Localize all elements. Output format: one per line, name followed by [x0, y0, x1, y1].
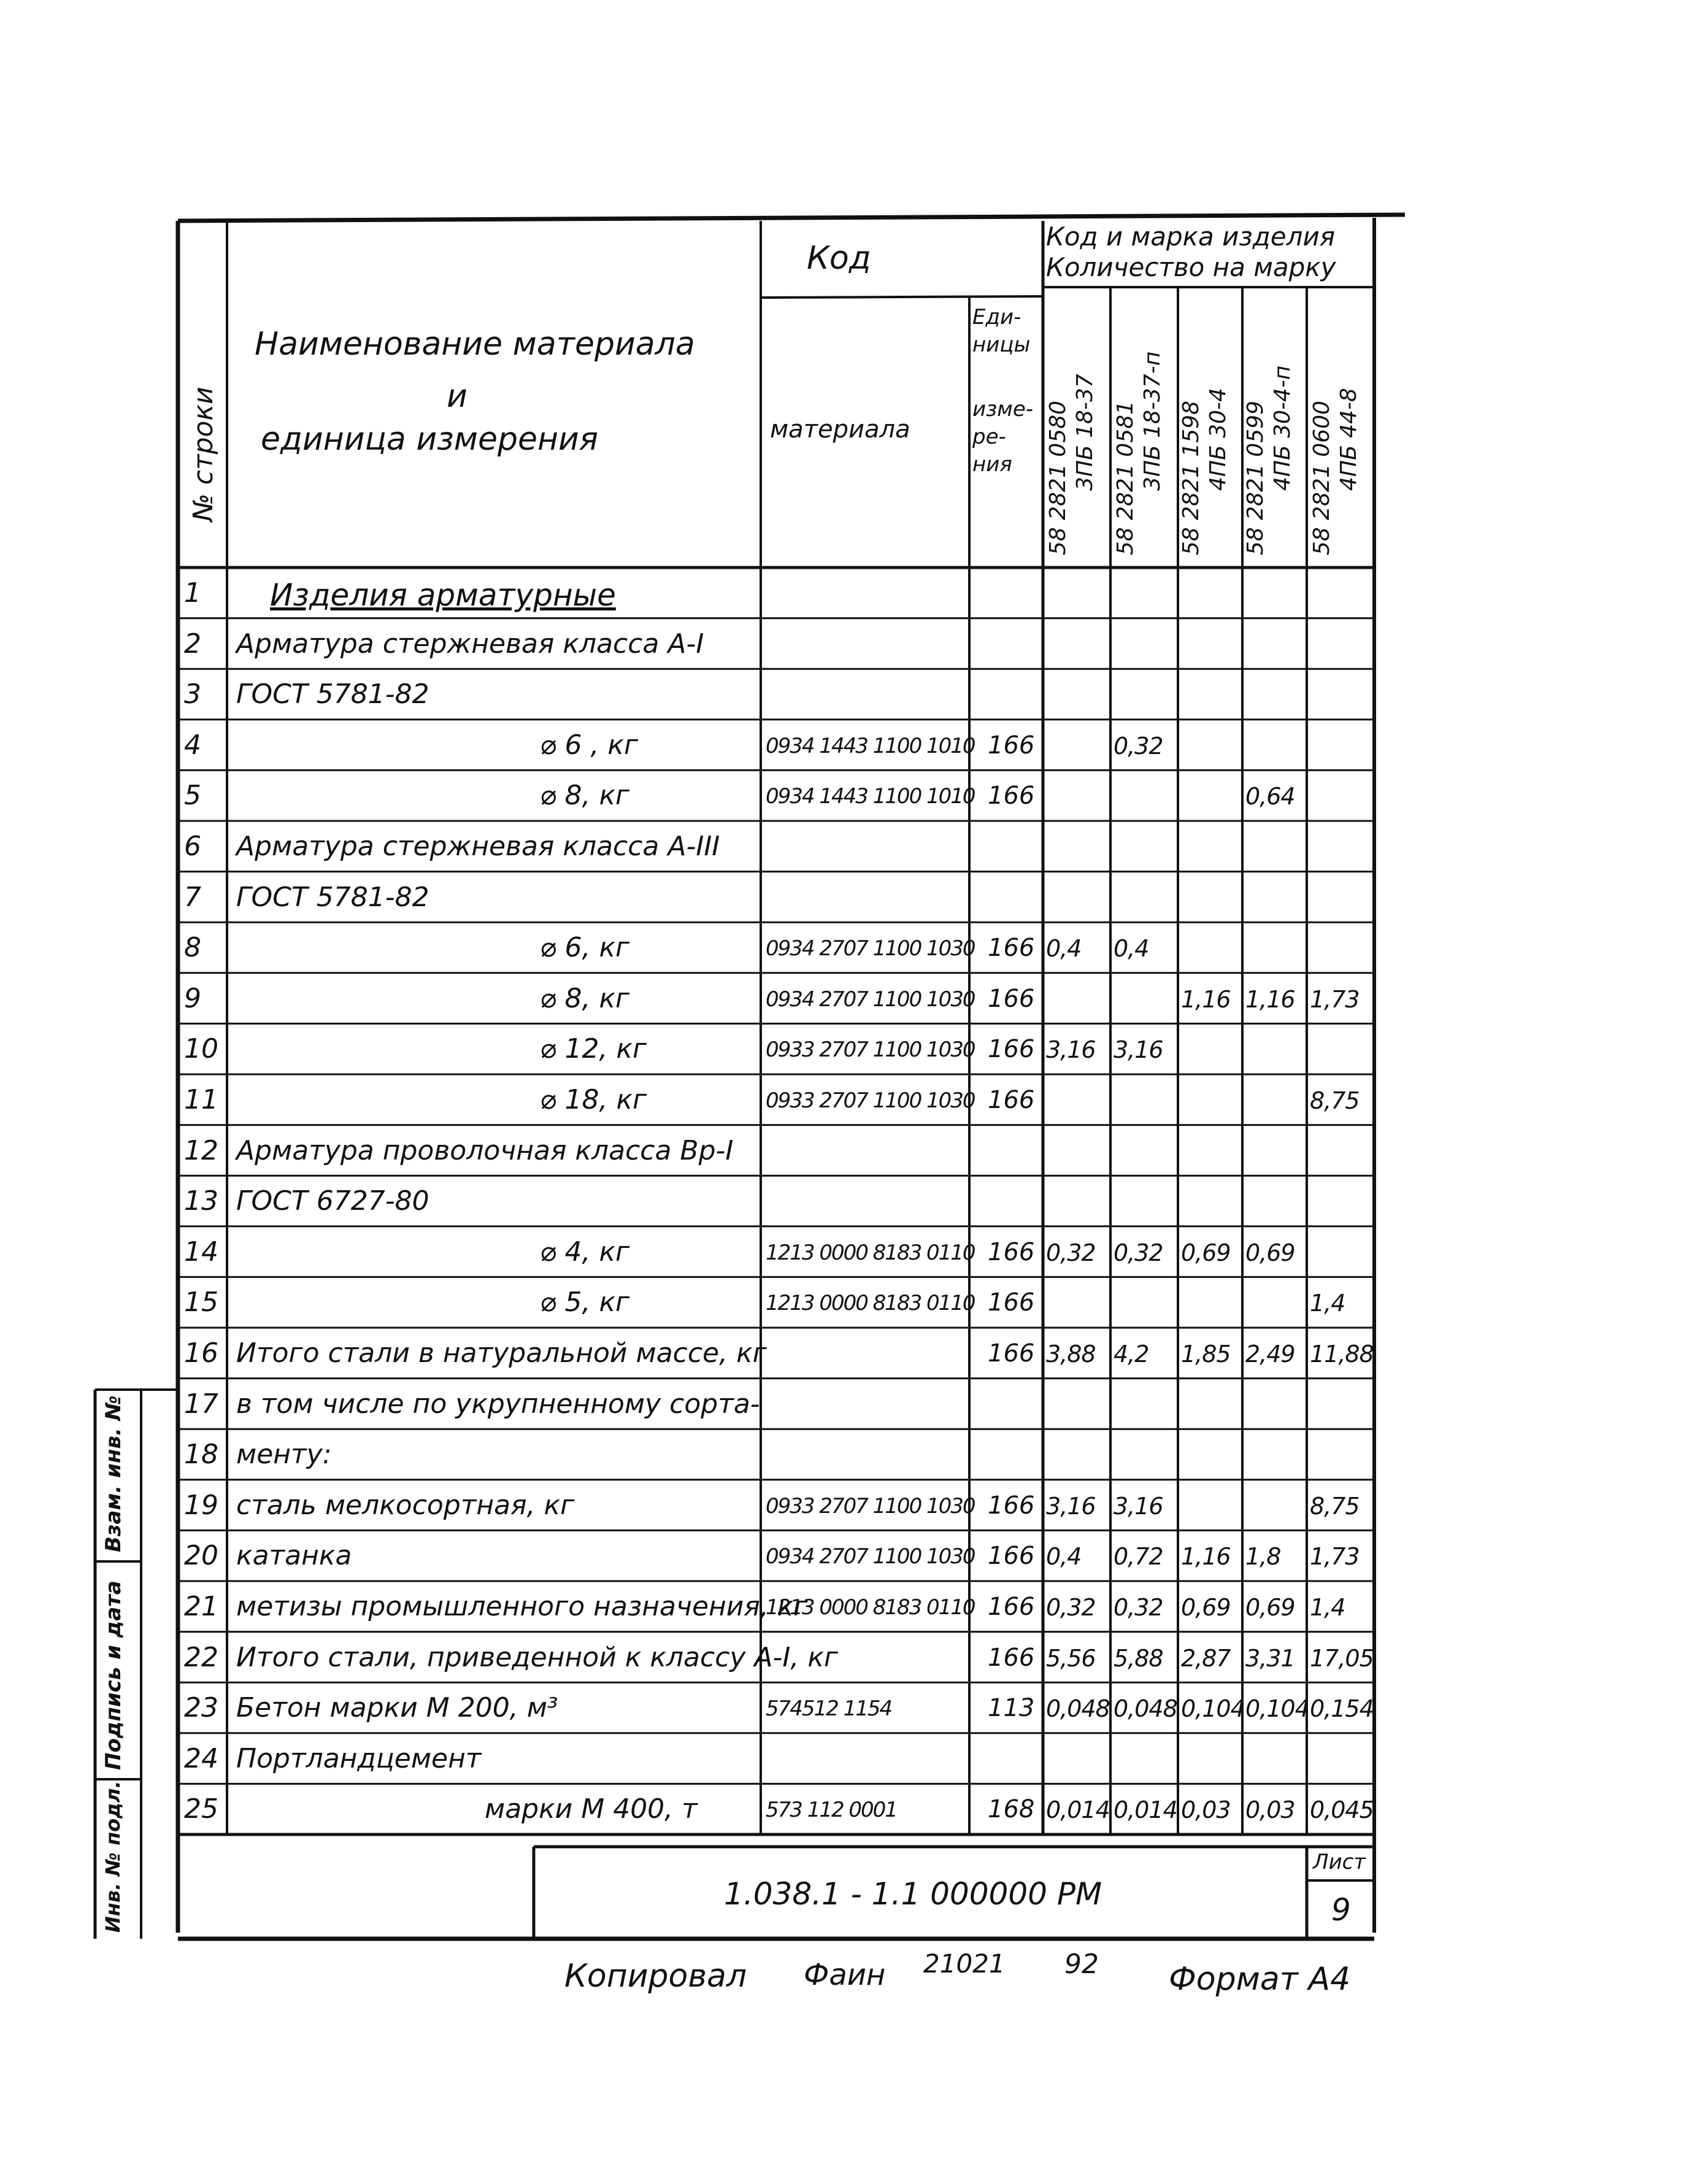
- row-number: 2: [184, 628, 201, 660]
- format-label: Формат А4: [1169, 1961, 1351, 1998]
- material-code: 0934 1443 1100 1010: [766, 733, 975, 758]
- material-name: Арматура проволочная класса Вр-I: [236, 1134, 734, 1166]
- unit-header-2: ницы: [972, 333, 1031, 357]
- table-row: [0, 1632, 1708, 1683]
- table-row: [0, 1530, 1708, 1581]
- product-mark-5: 4ПБ 44-8: [1336, 388, 1361, 491]
- unit-code: 168: [988, 1795, 1035, 1824]
- material-name: Арматура стержневая класса А-III: [236, 831, 720, 862]
- stamp-signature-date: Подпись и дата: [101, 1580, 126, 1770]
- quantity-cell: 0,048: [1046, 1695, 1110, 1723]
- sheet-number: 9: [1331, 1892, 1351, 1928]
- quantity-cell: 0,104: [1245, 1695, 1309, 1723]
- material-name: ⌀ 6 , кг: [540, 729, 639, 761]
- material-name: Изделия арматурные: [270, 577, 616, 613]
- row-number: 9: [184, 982, 201, 1014]
- unit-code: 166: [988, 1593, 1035, 1621]
- quantity-cell: 1,85: [1181, 1341, 1231, 1368]
- table-row: [0, 1733, 1708, 1784]
- row-number: 25: [184, 1793, 218, 1825]
- stamp-replace-inv: Взам. инв. №: [101, 1395, 126, 1552]
- quantity-cell: 1,73: [1310, 985, 1360, 1013]
- table-row: [0, 1480, 1708, 1531]
- table-row: [0, 1226, 1708, 1277]
- quantity-cell: 0,69: [1181, 1239, 1231, 1266]
- material-name: ⌀ 8, кг: [540, 780, 630, 812]
- material-name: Итого стали в натуральной массе, кг: [236, 1338, 767, 1369]
- unit-code: 166: [988, 1542, 1035, 1571]
- quantity-cell: 0,4: [1114, 935, 1149, 963]
- copied-label: Копировал: [564, 1958, 747, 1995]
- row-number: 21: [184, 1591, 218, 1622]
- quantity-cell: 0,64: [1245, 783, 1295, 810]
- table-row: [0, 1429, 1708, 1480]
- quantity-cell: 5,88: [1114, 1644, 1163, 1672]
- product-code-1: 58 2821 0580: [1045, 401, 1071, 555]
- quantity-cell: 0,048: [1114, 1695, 1177, 1723]
- row-number: 20: [184, 1540, 218, 1572]
- row-number: 14: [184, 1236, 218, 1268]
- name-header-line1: Наименование материала: [255, 326, 695, 363]
- material-name: Портландцемент: [236, 1742, 482, 1774]
- quantity-cell: 3,16: [1114, 1492, 1163, 1520]
- quantity-cell: 1,73: [1310, 1543, 1360, 1571]
- unit-code: 166: [988, 1237, 1035, 1266]
- quantity-cell: 1,4: [1310, 1290, 1345, 1317]
- name-header-line3: единица измерения: [261, 421, 599, 458]
- quantity-cell: 1,8: [1245, 1543, 1281, 1571]
- quantity-cell: 0,32: [1046, 1594, 1096, 1621]
- unit-code: 166: [988, 1491, 1035, 1520]
- quantity-cell: 3,16: [1046, 1036, 1096, 1064]
- table-row: [0, 720, 1708, 771]
- quantity-cell: 3,88: [1046, 1341, 1096, 1368]
- material-code: 573 112 0001: [766, 1798, 897, 1823]
- material-name: ⌀ 8, кг: [540, 982, 630, 1014]
- quantity-cell: 1,4: [1310, 1594, 1345, 1621]
- table-row: [0, 1074, 1708, 1125]
- unit-code: 113: [988, 1694, 1035, 1723]
- quantity-cell: 1,16: [1181, 985, 1231, 1013]
- quantity-cell: 3,16: [1114, 1036, 1163, 1064]
- material-name: в том числе по укрупненному сорта-: [236, 1388, 760, 1420]
- table-row: [0, 922, 1708, 973]
- unit-code: 166: [988, 1035, 1035, 1064]
- quantity-cell: 1,16: [1245, 985, 1295, 1013]
- unit-code: 166: [988, 1643, 1035, 1672]
- row-number: 16: [184, 1338, 218, 1369]
- quantity-cell: 0,03: [1245, 1796, 1295, 1824]
- unit-code: 166: [988, 782, 1035, 810]
- material-name: ⌀ 12, кг: [540, 1033, 647, 1065]
- material-code: 0934 1443 1100 1010: [766, 784, 975, 809]
- row-number: 4: [184, 729, 201, 761]
- product-mark-2: 3ПБ 18-37-п: [1140, 351, 1165, 491]
- product-header-1: Код и марка изделия: [1046, 221, 1336, 252]
- material-name: ГОСТ 5781-82: [236, 679, 429, 710]
- material-code: 0933 2707 1100 1030: [766, 1037, 975, 1063]
- unit-code: 166: [988, 934, 1035, 963]
- quantity-cell: 0,045: [1310, 1796, 1374, 1824]
- material-name: сталь мелкосортная, кг: [236, 1489, 575, 1521]
- material-name: менту:: [236, 1439, 332, 1471]
- material-code: 0933 2707 1100 1030: [766, 1493, 975, 1518]
- stamp-orig-inv: Инв. № подл.: [101, 1780, 125, 1933]
- table-row: [0, 1581, 1708, 1632]
- product-mark-1: 3ПБ 18-37: [1072, 374, 1098, 491]
- table-row: [0, 618, 1708, 669]
- table-row: [0, 1023, 1708, 1074]
- material-code: 0933 2707 1100 1030: [766, 1088, 975, 1113]
- quantity-cell: 8,75: [1310, 1087, 1360, 1114]
- table-row: [0, 770, 1708, 821]
- material-name: метизы промышленного назначения, кг: [236, 1591, 808, 1622]
- row-number: 24: [184, 1742, 218, 1774]
- quantity-cell: 0,32: [1114, 1594, 1163, 1621]
- material-code: 1213 0000 8183 0110: [766, 1291, 975, 1316]
- document-code: 1.038.1 - 1.1 000000 РМ: [724, 1876, 1102, 1912]
- material-name: ⌀ 4, кг: [540, 1236, 630, 1268]
- product-code-2: 58 2821 0581: [1113, 401, 1138, 555]
- table-row: [0, 973, 1708, 1024]
- quantity-cell: 0,32: [1114, 732, 1163, 760]
- material-name: Итого стали, приведенной к классу А-I, кг: [236, 1641, 839, 1673]
- quantity-cell: 0,03: [1181, 1796, 1231, 1824]
- material-code: 574512 1154: [766, 1696, 892, 1722]
- quantity-cell: 0,014: [1046, 1796, 1110, 1824]
- quantity-cell: 0,4: [1046, 1543, 1082, 1571]
- row-number: 13: [184, 1185, 218, 1217]
- quantity-cell: 8,75: [1310, 1492, 1360, 1520]
- row-number: 7: [184, 881, 201, 913]
- material-code: 1213 0000 8183 0110: [766, 1595, 975, 1620]
- row-number: 15: [184, 1287, 218, 1318]
- table-row: [0, 821, 1708, 872]
- year: 92: [1064, 1949, 1099, 1980]
- unit-header-4: ре-: [972, 425, 1006, 449]
- row-number: 17: [184, 1388, 218, 1420]
- product-code-3: 58 2821 1598: [1179, 401, 1204, 555]
- material-name: Бетон марки М 200, м³: [236, 1692, 558, 1724]
- quantity-cell: 11,88: [1310, 1341, 1374, 1368]
- unit-header-5: ния: [972, 452, 1012, 477]
- row-number-header: № строки: [188, 387, 219, 522]
- unit-code: 166: [988, 1086, 1035, 1114]
- quantity-cell: 0,154: [1310, 1695, 1374, 1723]
- row-number: 6: [184, 831, 201, 862]
- quantity-cell: 3,31: [1245, 1644, 1295, 1672]
- quantity-cell: 0,014: [1114, 1796, 1177, 1824]
- unit-code: 166: [988, 731, 1035, 760]
- quantity-cell: 0,69: [1245, 1594, 1295, 1621]
- table-row: [0, 669, 1708, 720]
- product-header-2: Количество на марку: [1046, 252, 1336, 282]
- row-number: 5: [184, 780, 201, 812]
- unit-code: 166: [988, 1339, 1035, 1368]
- order-number: 21021: [923, 1949, 1006, 1979]
- table-row: [0, 1784, 1708, 1834]
- row-number: 18: [184, 1439, 218, 1471]
- name-header-line2: и: [447, 378, 467, 415]
- quantity-cell: 0,69: [1181, 1594, 1231, 1621]
- table-row: [0, 1379, 1708, 1430]
- unit-code: 166: [988, 1288, 1035, 1317]
- table-row: [0, 1277, 1708, 1328]
- material-code: 0934 2707 1100 1030: [766, 936, 975, 961]
- unit-header-1: Еди-: [972, 305, 1021, 329]
- material-header: материала: [770, 415, 910, 444]
- table-row: [0, 1682, 1708, 1733]
- material-name: Арматура стержневая класса А-I: [236, 628, 704, 660]
- quantity-cell: 4,2: [1114, 1341, 1149, 1368]
- material-code: 1213 0000 8183 0110: [766, 1240, 975, 1265]
- material-name: катанка: [236, 1540, 352, 1572]
- material-code: 0934 2707 1100 1030: [766, 1544, 975, 1569]
- material-code: 0934 2707 1100 1030: [766, 987, 975, 1012]
- table-row: [0, 568, 1708, 618]
- quantity-cell: 0,72: [1114, 1543, 1163, 1571]
- quantity-cell: 0,69: [1245, 1239, 1295, 1266]
- row-number: 11: [184, 1084, 218, 1115]
- row-number: 3: [184, 679, 201, 710]
- quantity-cell: 0,4: [1046, 935, 1082, 963]
- quantity-cell: 0,32: [1114, 1239, 1163, 1266]
- product-code-5: 58 2821 0600: [1309, 401, 1334, 555]
- row-number: 19: [184, 1489, 218, 1521]
- quantity-cell: 2,87: [1181, 1644, 1231, 1672]
- material-name: ⌀ 18, кг: [540, 1084, 647, 1115]
- quantity-cell: 3,16: [1046, 1492, 1096, 1520]
- row-number: 12: [184, 1134, 218, 1166]
- row-number: 23: [184, 1692, 218, 1724]
- quantity-cell: 1,16: [1181, 1543, 1231, 1571]
- table-row: [0, 1176, 1708, 1226]
- quantity-cell: 0,104: [1181, 1695, 1245, 1723]
- material-name: ГОСТ 5781-82: [236, 881, 429, 913]
- material-name: ⌀ 6, кг: [540, 932, 630, 964]
- row-number: 22: [184, 1641, 218, 1673]
- product-mark-3: 4ПБ 30-4: [1206, 388, 1231, 491]
- copied-name: Фаин: [804, 1958, 886, 1992]
- row-number: 10: [184, 1033, 218, 1065]
- sheet-label: Лист: [1313, 1850, 1366, 1874]
- quantity-cell: 0,32: [1046, 1239, 1096, 1266]
- material-name: ⌀ 5, кг: [540, 1287, 630, 1318]
- row-number: 8: [184, 932, 201, 964]
- unit-code: 166: [988, 984, 1035, 1013]
- code-header: Код: [807, 240, 871, 277]
- quantity-cell: 2,49: [1245, 1341, 1295, 1368]
- table-row: [0, 1125, 1708, 1176]
- product-code-4: 58 2821 0599: [1243, 401, 1268, 555]
- product-mark-4: 4ПБ 30-4-п: [1270, 365, 1295, 491]
- quantity-cell: 17,05: [1310, 1644, 1374, 1672]
- quantity-cell: 5,56: [1046, 1644, 1096, 1672]
- material-name: марки М 400, т: [485, 1793, 698, 1825]
- row-number: 1: [184, 577, 201, 609]
- unit-header-3: изме-: [972, 397, 1034, 421]
- material-name: ГОСТ 6727-80: [236, 1185, 429, 1217]
- table-row: [0, 1328, 1708, 1379]
- table-row: [0, 872, 1708, 923]
